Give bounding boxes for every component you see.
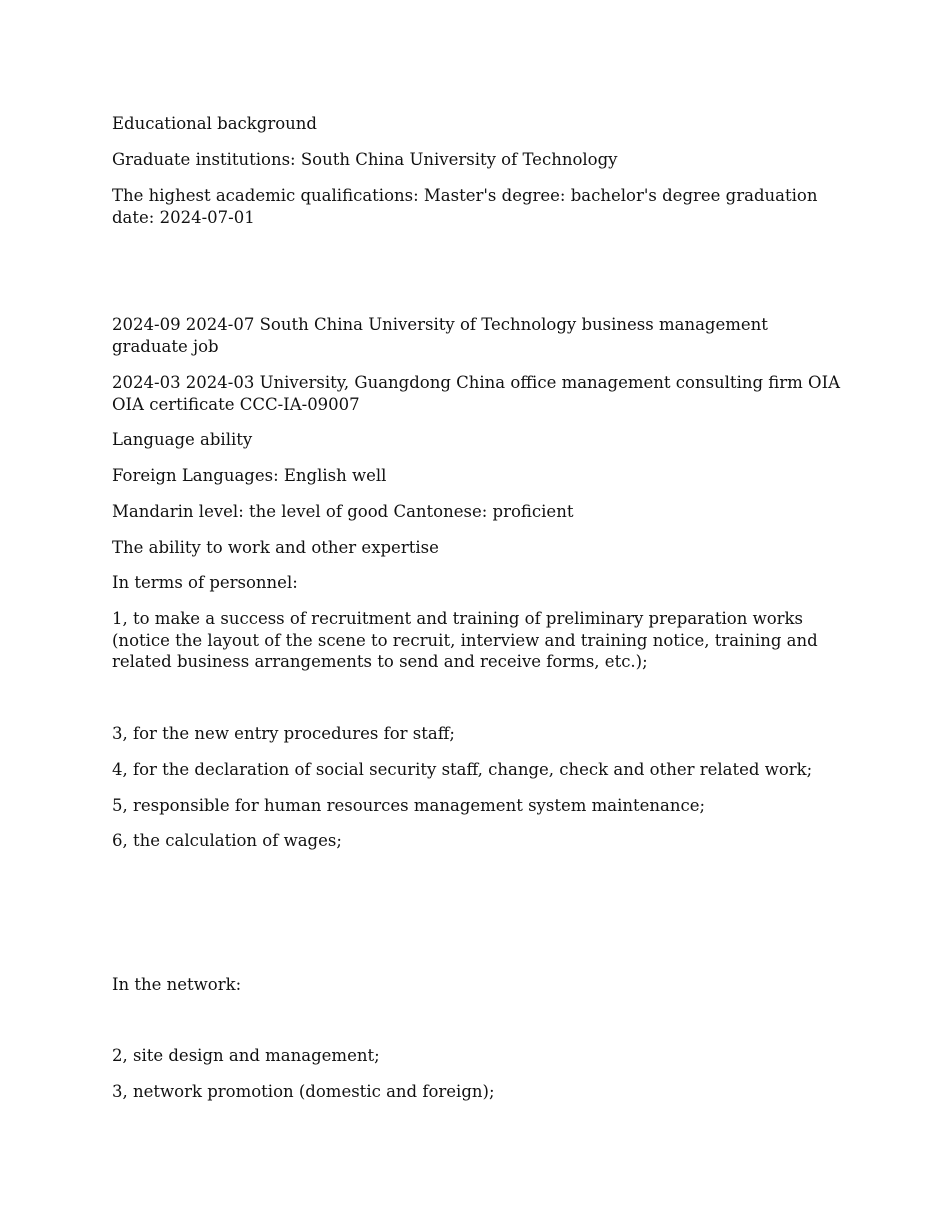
personnel-item: 4, for the declaration of social security staff, change, check and other related work; [112, 760, 813, 779]
language-heading: Language ability [112, 430, 253, 449]
experience-item: 2024-09 2024-07 South China University of Technology business management graduate job [112, 315, 768, 356]
network-item: 2, site design and management; [112, 1046, 380, 1065]
education-heading: Educational background [112, 114, 317, 133]
institution-line: Graduate institutions: South China University of Technology [112, 150, 618, 169]
mandarin-line: Mandarin level: the level of good Cantonese: proficient [112, 502, 574, 521]
experience-item: 2024-03 2024-03 University, Guangdong China office management consulting firm OIA OIA certificate CCC-IA-09007 [112, 373, 841, 414]
personnel-item: 1, to make a success of recruitment and training of preliminary preparation works (notice the layout of the scene to recruit, interview and training notice, training and related business arrangements to send and receive forms, etc.); [112, 609, 818, 671]
personnel-item: 5, responsible for human resources management system maintenance; [112, 796, 706, 815]
qualifications-line: The highest academic qualifications: Master's degree: bachelor's degree graduation date: 2024-07-01 [112, 186, 818, 227]
personnel-heading: In terms of personnel: [112, 573, 298, 592]
expertise-heading: The ability to work and other expertise [112, 538, 439, 557]
foreign-language-line: Foreign Languages: English well [112, 466, 387, 485]
personnel-item: 6, the calculation of wages; [112, 831, 342, 850]
network-item: 3, network promotion (domestic and foreign); [112, 1082, 495, 1101]
network-heading: In the network: [112, 975, 242, 994]
personnel-item: 3, for the new entry procedures for staff; [112, 724, 455, 743]
